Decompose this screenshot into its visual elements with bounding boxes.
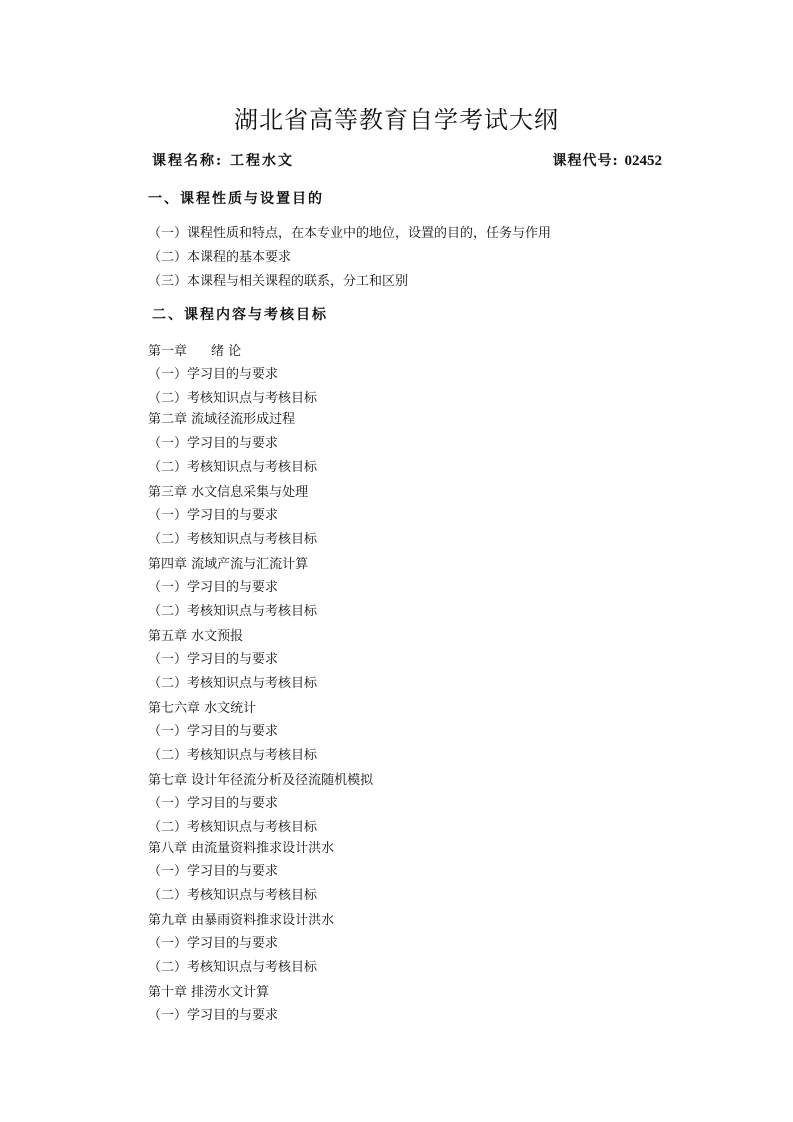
chapter-item: （二）考核知识点与考核目标 — [148, 888, 318, 903]
chapter-number: 第九章 — [148, 913, 188, 928]
chapter-number: 第八章 — [148, 841, 188, 856]
chapter-item: （一）学习目的与要求 — [148, 436, 279, 451]
chapter-item: （二）考核知识点与考核目标 — [148, 820, 318, 835]
chapter-item: （一）学习目的与要求 — [148, 367, 279, 382]
chapter-item: （一）学习目的与要求 — [148, 796, 279, 811]
chapter-heading — [148, 340, 241, 359]
chapter-item: （二）考核知识点与考核目标 — [148, 748, 318, 763]
course-name-value: 工程水文 — [230, 153, 295, 169]
chapter-item: （一）学习目的与要求 — [148, 508, 279, 523]
chapter-item: （二）考核知识点与考核目标 — [148, 532, 318, 547]
chapter-item: （二）考核知识点与考核目标 — [148, 460, 318, 475]
course-name-label: 课程名称: — [152, 153, 224, 169]
chapter-heading — [148, 553, 308, 572]
chapter-number: 第十章 — [148, 985, 188, 1000]
chapter-title: 由暴雨资料推求设计洪水 — [191, 913, 335, 928]
chapter-item: （一）学习目的与要求 — [148, 1008, 279, 1023]
chapter-heading — [148, 408, 295, 427]
section-1-item: （三）本课程与相关课程的联系，分工和区别 — [148, 274, 409, 289]
course-code-value: 02452 — [624, 153, 662, 169]
chapter-item: （二）考核知识点与考核目标 — [148, 604, 318, 619]
chapter-title: 设计年径流分析及径流随机模拟 — [191, 773, 374, 788]
chapter-item: （二）考核知识点与考核目标 — [148, 960, 318, 975]
chapter-heading — [148, 837, 334, 856]
chapter-number: 第七章 — [148, 773, 188, 788]
chapter-title: 排涝水文计算 — [191, 985, 270, 1000]
chapter-number: 第五章 — [148, 629, 188, 644]
chapter-title: 水文预报 — [191, 629, 244, 644]
chapter-number: 第四章 — [148, 557, 188, 572]
chapter-title: 由流量资料推求设计洪水 — [191, 841, 335, 856]
section-1-item: （二）本课程的基本要求 — [148, 250, 292, 265]
chapter-item: （二）考核知识点与考核目标 — [148, 391, 318, 406]
chapter-heading — [148, 909, 334, 928]
chapter-item: （一）学习目的与要求 — [148, 936, 279, 951]
chapter-item: （一）学习目的与要求 — [148, 724, 279, 739]
chapter-title: 流域产流与汇流计算 — [191, 557, 309, 572]
chapter-title: 流域径流形成过程 — [191, 412, 296, 427]
chapter-item: （一）学习目的与要求 — [148, 652, 279, 667]
chapter-number: 第二章 — [148, 412, 188, 427]
chapter-title: 绪 论 — [211, 344, 242, 359]
course-name — [152, 150, 294, 170]
document-title: 湖北省高等教育自学考试大纲 — [234, 106, 559, 134]
chapter-heading — [148, 625, 243, 644]
section-2-heading: 二、课程内容与考核目标 — [152, 307, 328, 323]
course-code-label: 课程代号: — [552, 153, 619, 169]
chapter-heading — [148, 481, 308, 500]
chapter-heading — [148, 697, 256, 716]
chapter-heading — [148, 769, 373, 788]
chapter-title: 水文信息采集与处理 — [191, 485, 309, 500]
section-1-heading: 一、课程性质与设置目的 — [148, 191, 324, 207]
chapter-item: （二）考核知识点与考核目标 — [148, 676, 318, 691]
chapter-heading — [148, 981, 269, 1000]
course-info-row — [152, 150, 662, 172]
chapter-number: 第三章 — [148, 485, 188, 500]
chapter-number: 第一章 — [148, 344, 188, 359]
course-code — [552, 150, 662, 170]
chapter-item: （一）学习目的与要求 — [148, 864, 279, 879]
chapter-item: （一）学习目的与要求 — [148, 580, 279, 595]
chapter-number: 第七六章 — [148, 701, 201, 716]
chapter-title: 水文统计 — [204, 701, 257, 716]
section-1-item: （一）课程性质和特点，在本专业中的地位，设置的目的，任务与作用 — [148, 226, 552, 241]
